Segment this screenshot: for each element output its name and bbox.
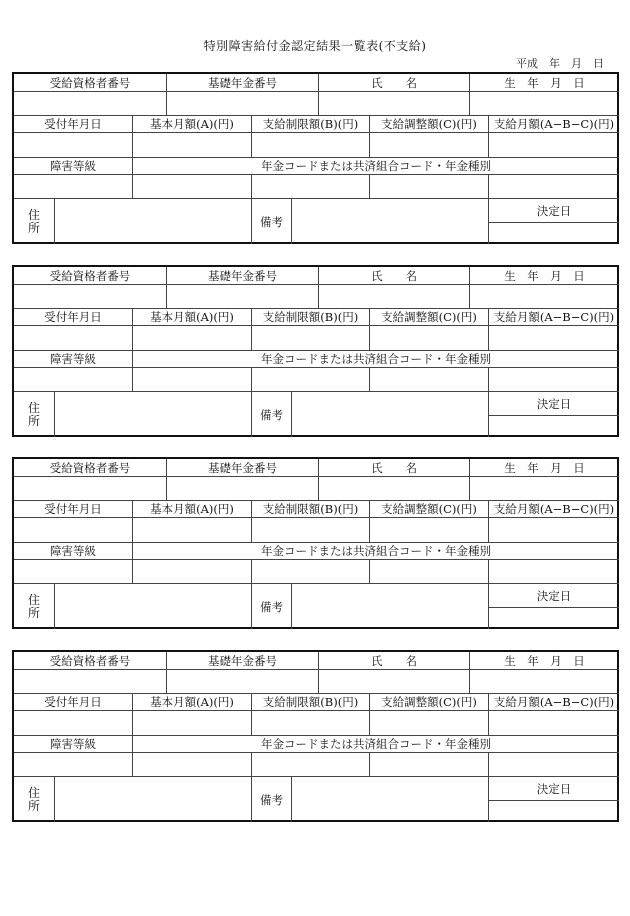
pension-code-field-4[interactable] (488, 559, 619, 583)
reception-date-field[interactable] (14, 132, 132, 157)
remarks-label: 備考 (251, 391, 291, 437)
birth-date-label: 生 年 月 日 (469, 652, 619, 669)
payment-monthly-label: 支給月額(A−B−C)(円) (488, 693, 619, 710)
address-label-char-1: 住 (27, 592, 40, 607)
name-field[interactable] (318, 669, 469, 693)
address-label-char-2: 所 (27, 798, 40, 813)
address-label (14, 391, 54, 437)
address-label-char-2: 所 (27, 605, 40, 620)
reception-date-label: 受付年月日 (14, 693, 132, 710)
basic-monthly-field[interactable] (132, 517, 251, 542)
name-field[interactable] (318, 91, 469, 115)
basic-pension-number-label: 基礎年金番号 (166, 652, 318, 669)
birth-date-label: 生 年 月 日 (469, 267, 619, 284)
address-field[interactable] (54, 198, 251, 244)
basic-pension-number-field[interactable] (166, 476, 318, 500)
pension-code-field-4[interactable] (488, 752, 619, 776)
remarks-label: 備考 (251, 198, 291, 244)
decision-date-label: 決定日 (488, 391, 619, 415)
name-label: 氏 名 (318, 267, 469, 284)
pension-code-label: 年金コードまたは共済組合コード・年金種別 (132, 542, 619, 559)
address-label (14, 198, 54, 244)
disability-grade-field[interactable] (14, 559, 132, 583)
recipient-number-label: 受給資格者番号 (49, 653, 131, 668)
decision-date-label: 決定日 (488, 583, 619, 607)
pension-code-field-4[interactable] (488, 367, 619, 391)
payment-monthly-label: 支給月額(A−B−C)(円) (488, 500, 619, 517)
disability-grade-label: 障害等級 (14, 542, 132, 559)
record-form-block-4 (12, 650, 619, 822)
disability-grade-label: 障害等級 (14, 157, 132, 174)
recipient-number-label: 受給資格者番号 (49, 75, 131, 90)
record-form-block-3 (12, 457, 619, 629)
adjust-amount-label: 支給調整額(C)(円) (369, 500, 488, 517)
basic-monthly-field[interactable] (132, 132, 251, 157)
birth-date-field[interactable] (469, 669, 619, 693)
recipient-number-label: 受給資格者番号 (49, 268, 131, 283)
recipient-number-field[interactable] (14, 91, 166, 115)
limit-amount-label: 支給制限額(B)(円) (251, 693, 369, 710)
recipient-number-field[interactable] (14, 284, 166, 308)
address-field[interactable] (54, 583, 251, 629)
limit-amount-label: 支給制限額(B)(円) (251, 500, 369, 517)
pension-code-field-1[interactable] (132, 367, 251, 391)
basic-monthly-label: 基本月額(A)(円) (132, 308, 251, 325)
adjust-amount-label: 支給調整額(C)(円) (369, 693, 488, 710)
recipient-number-field[interactable] (14, 476, 166, 500)
address-label-char-1: 住 (27, 207, 40, 222)
remarks-field[interactable] (291, 391, 488, 437)
record-form-block-1 (12, 72, 619, 244)
name-label: 氏 名 (318, 459, 469, 476)
page-title: 特別障害給付金認定結果一覧表(不支給) (203, 39, 427, 53)
limit-amount-label: 支給制限額(B)(円) (251, 308, 369, 325)
address-label-char-1: 住 (27, 400, 40, 415)
basic-pension-number-field[interactable] (166, 91, 318, 115)
reception-date-label: 受付年月日 (14, 115, 132, 132)
adjust-amount-label: 支給調整額(C)(円) (369, 115, 488, 132)
disability-grade-field[interactable] (14, 752, 132, 776)
adjust-amount-field[interactable] (369, 710, 488, 735)
pension-code-label: 年金コードまたは共済組合コード・年金種別 (132, 350, 619, 367)
disability-grade-label: 障害等級 (14, 350, 132, 367)
reception-date-label: 受付年月日 (14, 500, 132, 517)
limit-amount-field[interactable] (251, 325, 369, 350)
address-label-char-2: 所 (27, 220, 40, 235)
remarks-field[interactable] (291, 198, 488, 244)
remarks-field[interactable] (291, 776, 488, 822)
limit-amount-field[interactable] (251, 132, 369, 157)
pension-code-field-1[interactable] (132, 752, 251, 776)
birth-date-field[interactable] (469, 284, 619, 308)
name-label: 氏 名 (318, 652, 469, 669)
basic-monthly-field[interactable] (132, 325, 251, 350)
decision-date-label: 決定日 (488, 776, 619, 800)
basic-pension-number-field[interactable] (166, 669, 318, 693)
basic-pension-number-label: 基礎年金番号 (166, 74, 318, 91)
birth-date-field[interactable] (469, 476, 619, 500)
pension-code-field-2[interactable] (251, 174, 369, 198)
pension-code-field-3[interactable] (369, 752, 488, 776)
adjust-amount-field[interactable] (369, 517, 488, 542)
reception-date-field[interactable] (14, 325, 132, 350)
pension-code-label: 年金コードまたは共済組合コード・年金種別 (132, 157, 619, 174)
birth-date-label: 生 年 月 日 (469, 74, 619, 91)
recipient-number-field[interactable] (14, 669, 166, 693)
adjust-amount-field[interactable] (369, 132, 488, 157)
remarks-field[interactable] (291, 583, 488, 629)
address-field[interactable] (54, 391, 251, 437)
limit-amount-label: 支給制限額(B)(円) (251, 115, 369, 132)
birth-date-label: 生 年 月 日 (469, 459, 619, 476)
reception-date-field[interactable] (14, 710, 132, 735)
basic-monthly-label: 基本月額(A)(円) (132, 693, 251, 710)
adjust-amount-label: 支給調整額(C)(円) (369, 308, 488, 325)
limit-amount-field[interactable] (251, 710, 369, 735)
disability-grade-field[interactable] (14, 174, 132, 198)
limit-amount-field[interactable] (251, 517, 369, 542)
decision-date-field[interactable] (488, 415, 619, 437)
decision-date-field[interactable] (488, 607, 619, 629)
payment-monthly-field[interactable] (488, 132, 619, 157)
name-field[interactable] (318, 284, 469, 308)
basic-pension-number-field[interactable] (166, 284, 318, 308)
pension-code-field-3[interactable] (369, 559, 488, 583)
record-form-block-2 (12, 265, 619, 437)
issue-date-label: 平成 年 月 日 (516, 57, 604, 70)
address-label-char-1: 住 (27, 785, 40, 800)
disability-grade-field[interactable] (14, 367, 132, 391)
adjust-amount-field[interactable] (369, 325, 488, 350)
payment-monthly-label: 支給月額(A−B−C)(円) (488, 308, 619, 325)
reception-date-field[interactable] (14, 517, 132, 542)
address-label (14, 583, 54, 629)
pension-code-field-3[interactable] (369, 367, 488, 391)
address-label (14, 776, 54, 822)
pension-code-field-3[interactable] (369, 174, 488, 198)
remarks-label: 備考 (251, 776, 291, 822)
basic-pension-number-label: 基礎年金番号 (166, 267, 318, 284)
basic-monthly-label: 基本月額(A)(円) (132, 500, 251, 517)
address-field[interactable] (54, 776, 251, 822)
address-label-char-2: 所 (27, 413, 40, 428)
disability-grade-label: 障害等級 (14, 735, 132, 752)
decision-date-label: 決定日 (488, 198, 619, 222)
basic-monthly-field[interactable] (132, 710, 251, 735)
payment-monthly-label: 支給月額(A−B−C)(円) (488, 115, 619, 132)
pension-code-field-1[interactable] (132, 174, 251, 198)
decision-date-field[interactable] (488, 800, 619, 822)
pension-code-field-4[interactable] (488, 174, 619, 198)
payment-monthly-field[interactable] (488, 710, 619, 735)
payment-monthly-field[interactable] (488, 517, 619, 542)
birth-date-field[interactable] (469, 91, 619, 115)
payment-monthly-field[interactable] (488, 325, 619, 350)
decision-date-field[interactable] (488, 222, 619, 244)
remarks-label: 備考 (251, 583, 291, 629)
name-field[interactable] (318, 476, 469, 500)
name-label: 氏 名 (318, 74, 469, 91)
basic-monthly-label: 基本月額(A)(円) (132, 115, 251, 132)
reception-date-label: 受付年月日 (14, 308, 132, 325)
pension-code-label: 年金コードまたは共済組合コード・年金種別 (132, 735, 619, 752)
basic-pension-number-label: 基礎年金番号 (166, 459, 318, 476)
pension-code-field-2[interactable] (251, 367, 369, 391)
recipient-number-label: 受給資格者番号 (49, 460, 131, 475)
pension-code-field-1[interactable] (132, 559, 251, 583)
pension-code-field-2[interactable] (251, 752, 369, 776)
pension-code-field-2[interactable] (251, 559, 369, 583)
